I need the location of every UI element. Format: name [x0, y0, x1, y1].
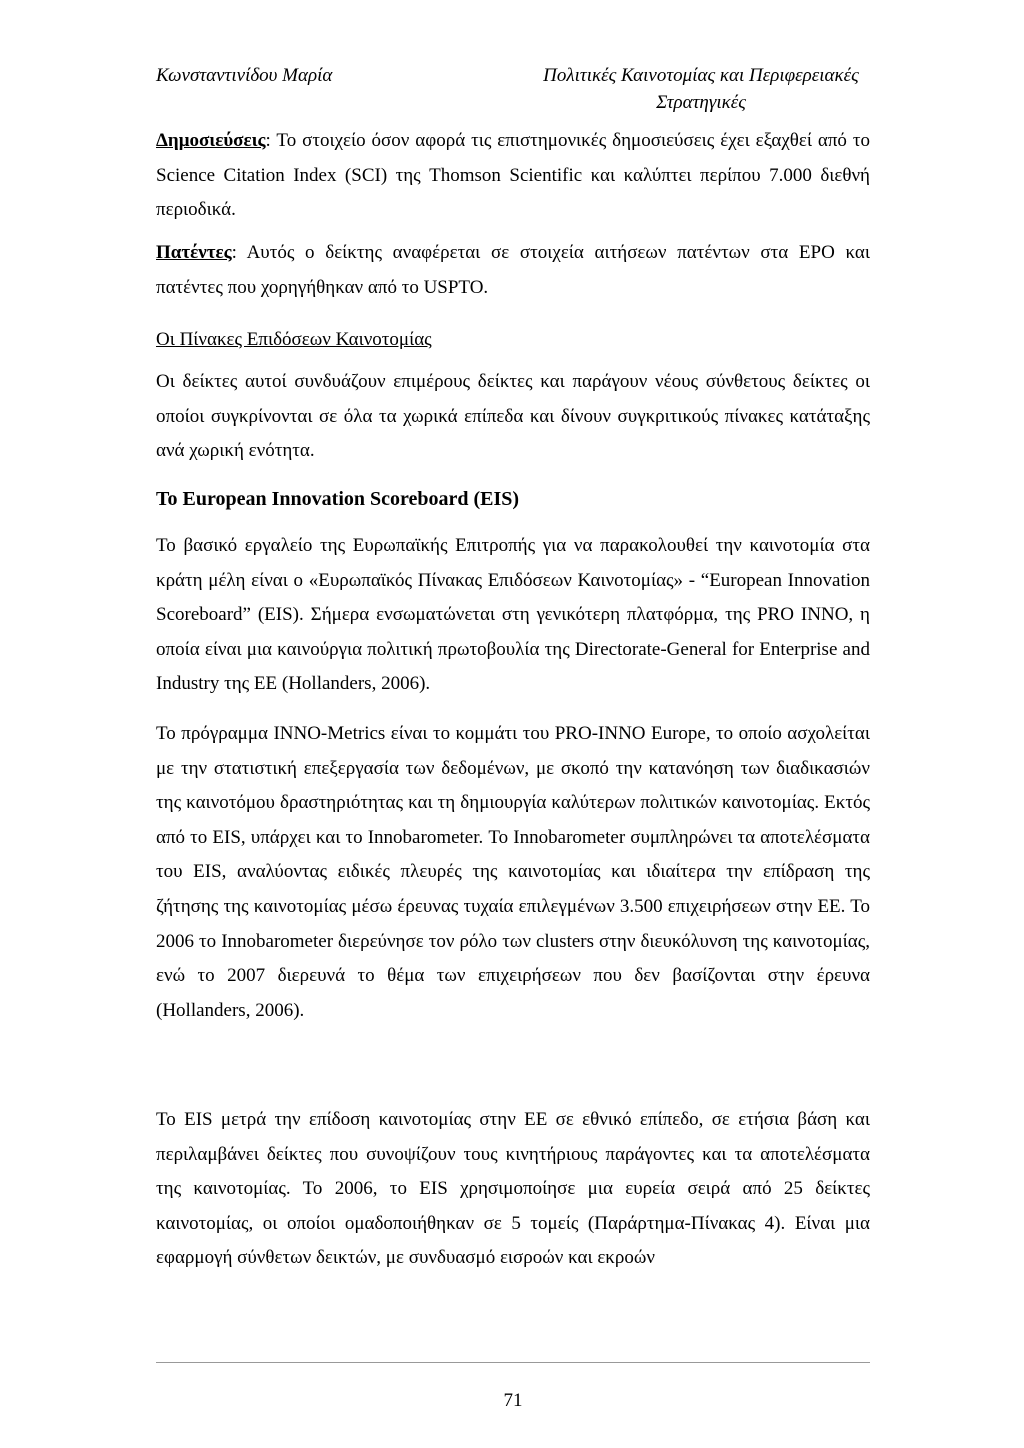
patents-paragraph — [156, 236, 870, 305]
header-document-title: Πολιτικές Καινοτομίας και Περιφερειακές Στρατηγικές — [543, 65, 859, 113]
tables-section-paragraph — [156, 365, 870, 469]
patents-text: : Αυτός ο δείκτης αναφέρεται σε στοιχεία αιτήσεων πατέντων στα EPO και πατέντες που χορηγήθηκαν από το USPTO. — [156, 242, 870, 298]
eis-paragraph-2 — [156, 717, 870, 1028]
eis-section — [156, 482, 870, 516]
eis-paragraph-3-text: Το EIS μετρά την επίδοση καινοτομίας στην ΕΕ σε εθνικό επίπεδο, σε ετήσια βάση και περιλαμβάνει δείκτες που συνοψίζουν τους κινητήριους παράγοντες και τα αποτελέσματα της καινοτομίας. Το 2006, το EIS χρησιμοποίησε μια ευρεία σειρά από 25 δείκτες καινοτομίας, οι οποίοι ομαδοποιήθηκαν σε 5 τομείς (Παράρτημα-Πίνακας 4). Είναι μια εφαρμογή σύνθετων δεικτών, με συνδυασμό εισροών και εκροών — [156, 1109, 870, 1269]
eis-paragraph-1-text: Το βασικό εργαλείο της Ευρωπαϊκής Επιτροπής για να παρακολουθεί την καινοτομία στα κράτη μέλη είναι ο «Ευρωπαϊκός Πίνακας Επιδόσεων Καινοτομίας» - “European Innovation Scoreboard” (EIS). Σήμερα ενσωματώνεται στη γενικότερη πλατφόρμα, της PRO INNO, η οποία είναι μια καινούργια πολιτική πρωτοβουλία της Directorate-General for Enterprise and Industry της ΕΕ (Hollanders, 2006). — [156, 535, 870, 695]
eis-paragraph-3 — [156, 1103, 870, 1276]
publications-text: : Το στοιχείο όσον αφορά τις επιστημονικές δημοσιεύσεις έχει εξαχθεί από το Science Citation Index (SCI) της Thomson Scientific και καλύπτει περίπου 7.000 διεθνή περιοδικά. — [156, 130, 870, 221]
tables-section — [156, 323, 870, 358]
eis-paragraph-1 — [156, 529, 870, 702]
patents-label: Πατέντες — [156, 242, 232, 263]
eis-paragraph-2-text: Το πρόγραμμα INNO-Metrics είναι το κομμάτι του PRO-INNO Europe, το οποίο ασχολείται με την στατιστική επεξεργασία των δεδομένων, με σκοπό την κατανόηση των διαδικασιών της καινοτόμου δραστηριότητας και τη δημιουργία καλύτερων πολιτικών καινοτομίας. Εκτός από το EIS, υπάρχει και το Innobarometer. Το Innobarometer συμπληρώνει τα αποτελέσματα του EIS, αναλύοντας ειδικές πλευρές της καινοτομίας και ιδιαίτερα την επίδραση της ζήτησης της καινοτομίας μέσω έρευνας τυχαία επιλεγμένων 3.500 επιχειρήσεων στην ΕΕ. Το 2006 το Innobarometer διερεύνησε τον ρόλο των clusters στην διευκόλυνση της καινοτομίας, ενώ το 2007 διερευνά το θέμα των επιχειρήσεων που δεν βασίζονται στην έρευνα (Hollanders, 2006). — [156, 723, 870, 1021]
eis-section-heading: Το European Innovation Scoreboard (EIS) — [156, 488, 520, 510]
publications-paragraph — [156, 124, 870, 228]
page-number: 71 — [503, 1390, 523, 1411]
tables-section-title: Οι Πίνακες Επιδόσεων Καινοτομίας — [156, 329, 432, 350]
footer-divider — [156, 1362, 870, 1363]
header-author: Κωνσταντινίδου Μαρία — [156, 65, 333, 86]
tables-section-text: Οι δείκτες αυτοί συνδυάζουν επιμέρους δείκτες και παράγουν νέους σύνθετους δείκτες οι οποίοι συγκρίνονται σε όλα τα χωρικά επίπεδα και δίνουν συγκριτικούς πίνακες κατάταξης ανά χωρική ενότητα. — [156, 371, 870, 462]
publications-label: Δημοσιεύσεις — [156, 130, 266, 151]
